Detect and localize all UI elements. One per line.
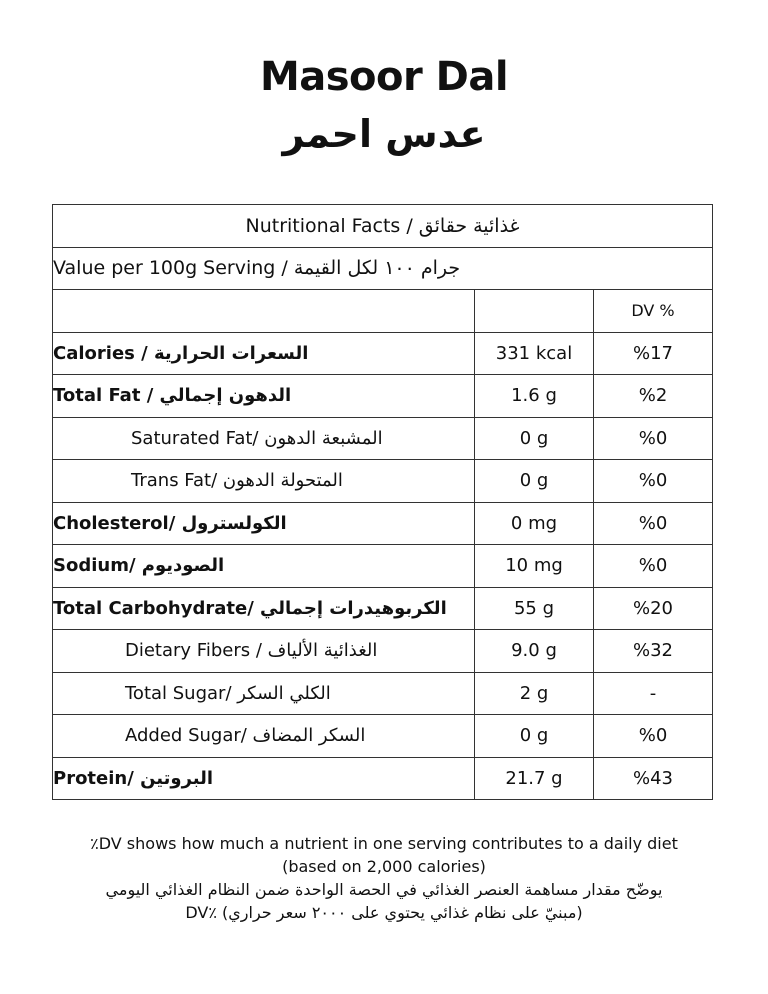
nutrient-dv: - [594, 672, 713, 715]
nutrient-amount: 0 g [475, 417, 594, 460]
footnote-line-arabic-2: (مبنيّ على نظام غذائي يحتوي على ٢٠٠٠ سعر حراري) ٪DV [185, 903, 583, 922]
nutrient-name: Calories / السعرات الحرارية [53, 332, 475, 375]
nutrient-name: Added Sugar/ السكر المضاف [53, 715, 475, 758]
table-heading: Nutritional Facts / غذائية حقائق [53, 205, 713, 248]
nutrient-amount: 331 kcal [475, 332, 594, 375]
nutrient-amount: 1.6 g [475, 375, 594, 418]
nutrient-amount: 0 g [475, 715, 594, 758]
footnote-line-arabic: يوضّح مقدار مساهمة العنصر الغذائي في الحصة الواحدة ضمن النظام الغذائي اليومي [105, 880, 663, 899]
nutrient-name: Total Carbohydrate/ الكربوهيدرات إجمالي [53, 587, 475, 630]
table-row [53, 587, 713, 630]
nutrient-amount: 2 g [475, 672, 594, 715]
nutrient-name: Total Fat / الدهون إجمالي [53, 375, 475, 418]
nutrient-name: Cholesterol/ الكولسترول [53, 502, 475, 545]
footnote-line-english: ٪DV shows how much a nutrient in one serving contributes to a daily diet [90, 834, 678, 853]
table-row [53, 757, 713, 800]
nutrient-dv: %0 [594, 502, 713, 545]
table-row [53, 630, 713, 673]
nutrient-amount: 0 g [475, 460, 594, 503]
empty-header-cell [475, 290, 594, 333]
nutrient-name: Total Sugar/ الكلي السكر [53, 672, 475, 715]
nutrient-dv: %0 [594, 417, 713, 460]
empty-header-cell [53, 290, 475, 333]
table-row [53, 417, 713, 460]
table-heading-row [53, 205, 713, 248]
nutrient-amount: 55 g [475, 587, 594, 630]
dv-header: DV % [594, 290, 713, 333]
table-row [53, 502, 713, 545]
serving-row [53, 247, 713, 290]
nutrient-dv: %0 [594, 545, 713, 588]
nutrient-dv: %32 [594, 630, 713, 673]
table-row [53, 715, 713, 758]
footnote-line-english-2: (based on 2,000 calories) [282, 857, 486, 876]
nutrient-name: Saturated Fat/ المشبعة الدهون [53, 417, 475, 460]
product-title-arabic: عدس احمر [282, 112, 486, 156]
column-header-row [53, 290, 713, 333]
nutrient-dv: %0 [594, 460, 713, 503]
nutrient-dv: %0 [594, 715, 713, 758]
table-row [53, 332, 713, 375]
table-row [53, 672, 713, 715]
footnote [0, 832, 768, 924]
nutrient-name: Dietary Fibers / الغذائية الألياف [53, 630, 475, 673]
nutrient-amount: 21.7 g [475, 757, 594, 800]
nutrient-name: Sodium/ الصوديوم [53, 545, 475, 588]
nutrient-dv: %43 [594, 757, 713, 800]
serving-size: Value per 100g Serving / جرام ١٠٠ لكل القيمة [53, 247, 713, 290]
nutrient-amount: 9.0 g [475, 630, 594, 673]
nutrient-amount: 10 mg [475, 545, 594, 588]
nutrient-name: Protein/ البروتين [53, 757, 475, 800]
nutrient-rows [53, 332, 713, 800]
nutrient-amount: 0 mg [475, 502, 594, 545]
table-row [53, 545, 713, 588]
nutrition-facts-table [52, 204, 713, 800]
nutrient-name: Trans Fat/ المتحولة الدهون [53, 460, 475, 503]
nutrient-dv: %2 [594, 375, 713, 418]
nutrient-dv: %20 [594, 587, 713, 630]
table-row [53, 375, 713, 418]
nutrient-dv: %17 [594, 332, 713, 375]
table-row [53, 460, 713, 503]
product-title-english: Masoor Dal [259, 54, 509, 100]
